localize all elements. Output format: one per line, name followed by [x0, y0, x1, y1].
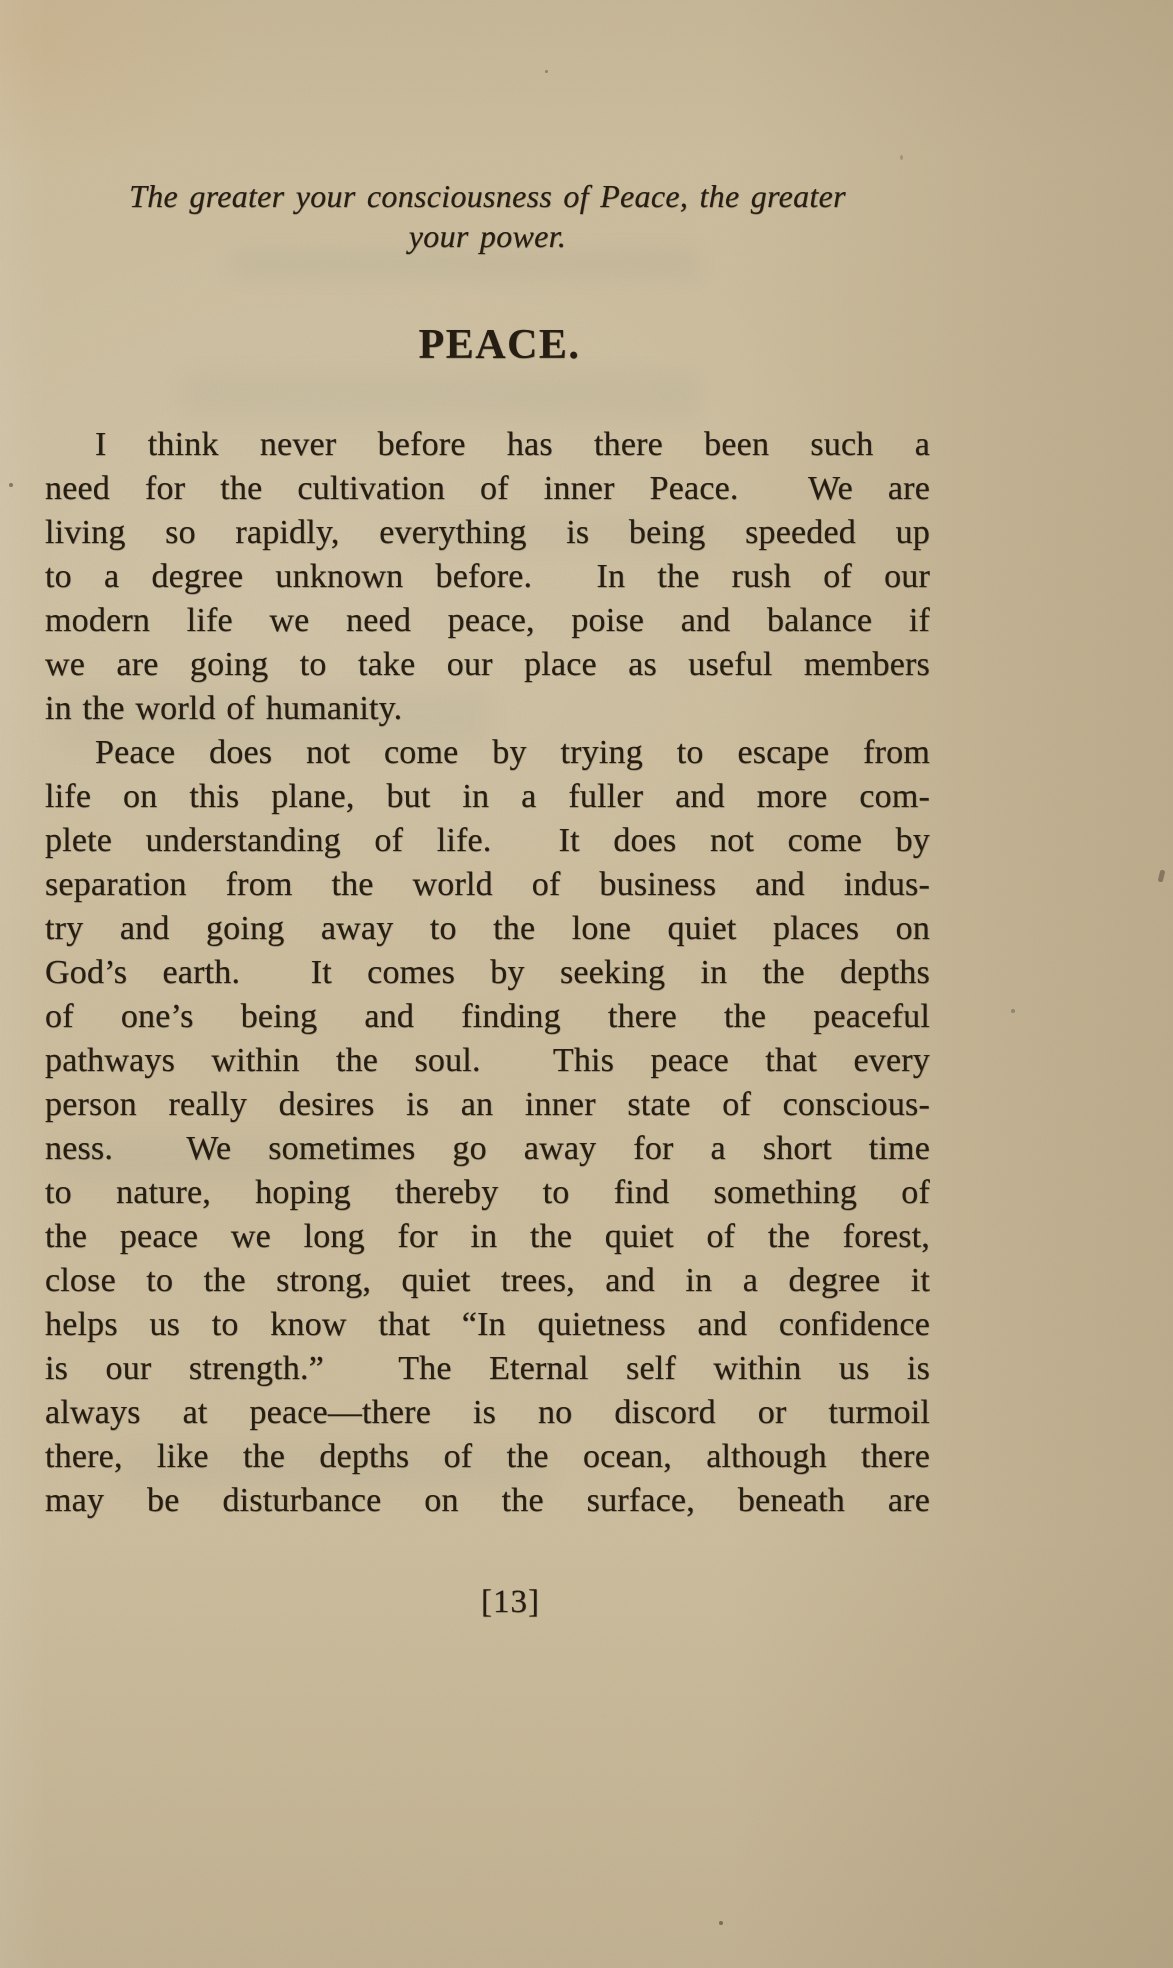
body-line: the peace we long for in the quiet of the forest, [45, 1218, 930, 1255]
paper-speck [9, 483, 13, 487]
paper-speck [900, 155, 903, 160]
epigraph-line: The greater your consciousness of Peace, the greater [129, 178, 846, 214]
body-line: pathways within the soul. This peace that every [45, 1042, 930, 1079]
body-line: always at peace—there is no discord or turmoil [45, 1394, 930, 1431]
body-line: to a degree unknown before. In the rush of our [45, 558, 930, 595]
body-line: plete understanding of life. It does not come by [45, 822, 930, 859]
epigraph-line: your power. [408, 218, 567, 254]
show-through-smudge [180, 372, 700, 418]
body-line: is our strength.” The Eternal self within us is [45, 1350, 930, 1387]
body-line: person really desires is an inner state of conscious- [45, 1086, 930, 1123]
body-line: living so rapidly, everything is being speeded up [45, 514, 930, 551]
body-line: helps us to know that “In quietness and confidence [45, 1306, 930, 1343]
body-text [45, 423, 930, 1523]
body-line: ness. We sometimes go away for a short time [45, 1130, 930, 1167]
body-line: need for the cultivation of inner Peace. We are [45, 470, 930, 507]
body-line: try and going away to the lone quiet places on [45, 910, 930, 947]
body-line: there, like the depths of the ocean, although there [45, 1438, 930, 1475]
chapter-title: PEACE. [418, 322, 581, 368]
paper-speck [1158, 870, 1166, 883]
body-line: Peace does not come by trying to escape from [95, 734, 930, 771]
paper-speck [1011, 1009, 1015, 1013]
body-line: may be disturbance on the surface, beneath are [45, 1482, 930, 1519]
paper-speck [719, 1921, 723, 1925]
body-line: modern life we need peace, poise and balance if [45, 602, 930, 639]
body-line: we are going to take our place as useful members [45, 646, 930, 683]
body-line: God’s earth. It comes by seeking in the depths [45, 954, 930, 991]
body-line: life on this plane, but in a fuller and more com- [45, 778, 930, 815]
epigraph [45, 176, 930, 256]
paper-speck [545, 70, 548, 73]
body-line: in the world of humanity. [45, 690, 403, 727]
body-line: of one’s being and finding there the peaceful [45, 998, 930, 1035]
body-line: separation from the world of business and indus- [45, 866, 930, 903]
body-line: to nature, hoping thereby to find something of [45, 1174, 930, 1211]
page-number: [13] [481, 1584, 540, 1620]
body-line: I think never before has there been such a [95, 426, 930, 463]
body-line: close to the strong, quiet trees, and in a degree it [45, 1262, 930, 1299]
